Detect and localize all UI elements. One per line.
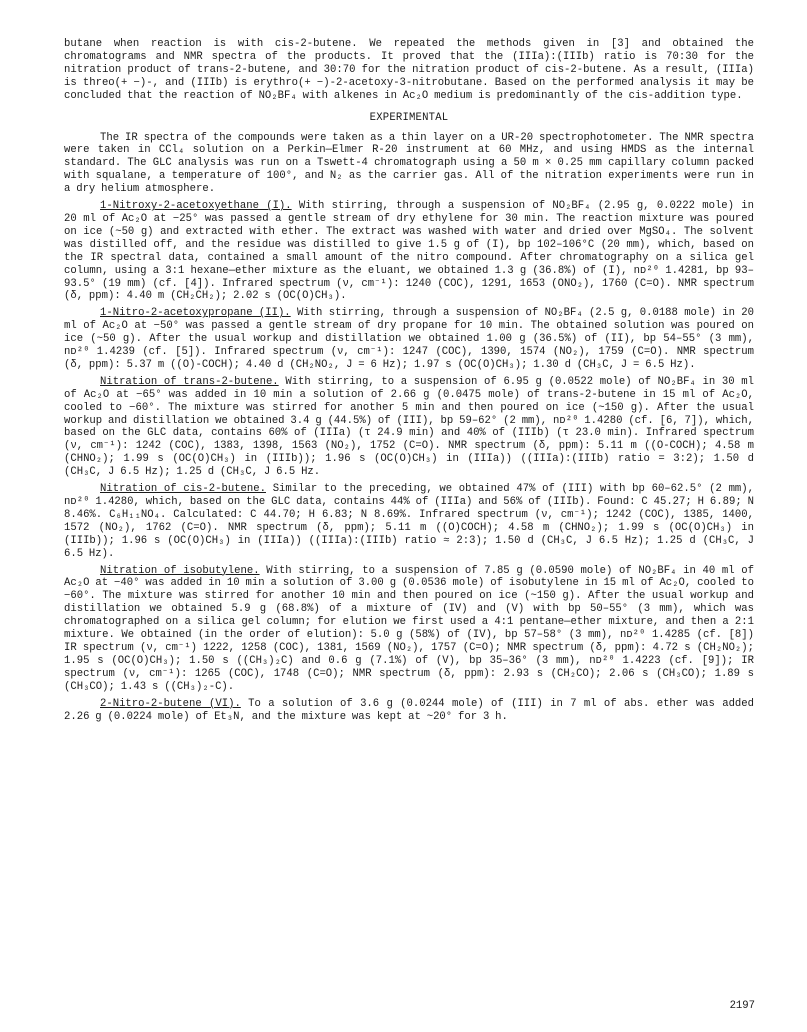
- procedure-cis-2-butene: [64, 483, 754, 560]
- procedure-isobutylene: [64, 565, 754, 694]
- procedure-title: 1-Nitro-2-acetoxypropane (II).: [100, 307, 291, 320]
- section-heading-experimental: EXPERIMENTAL: [369, 111, 449, 124]
- procedure-compound-II: [64, 307, 754, 372]
- procedure-text: With stirring, through a suspension of NO₂BF₄ (2.5 g, 0.0188 mole) in 20 ml of Ac₂O at −50° was passed a gentle stream of dry propane for 10 min. The obtained solution was poured on ice (~50 g). After the usual workup and distillation we obtained 1.00 g (36.5%) of (II), bp 54–55° (3 mm), nᴅ²⁰ 1.4239 (cf. [5]). Infrared spectrum (ν, cm⁻¹): 1247 (COC), 1390, 1574 (NO₂), 1759 (C=O). NMR spectrum (δ, ppm): 5.37 m ((O)-COCH); 4.40 d (CH₂NO₂, J = 6 Hz); 1.97 s (OC(O)CH₃); 1.30 d (CH₃C, J = 6.5 Hz).: [64, 307, 755, 371]
- paper-page: [64, 38, 754, 723]
- procedure-title: Nitration of isobutylene.: [100, 564, 260, 577]
- procedure-text: With stirring, to a suspension of 7.85 g (0.0590 mole) of NO₂BF₄ in 40 ml of Ac₂O at −40° was added in 10 min a solution of 3.00 g (0.0536 mole) of isobutylene in 15 ml of Ac₂O, cooled to −60°. The mixture was stirred for another 10 min and then poured on ice (~150 g). After the usual workup and distillation we obtained 5.9 g (68.8%) of a mixture of (IV) and (V) with bp 50–55° (3 mm), which was chromatographed on a silica gel column; for elution we first used a 4:1 pentane—ether mixture, and then a 2:1 mixture. We obtained (in the order of elution): 5.0 g (58%) of (IV), bp 57–58° (3 mm), nᴅ²⁰ 1.4285 (cf. [8]) IR spectrum (ν, cm⁻¹) 1222, 1258 (COC), 1381, 1569 (NO₂), 1757 (C=O); NMR spectrum (δ, ppm): 4.72 s (CH₂NO₂); 1.95 s (OC(O)CH₃); 1.50 s ((CH₃)₂C) and 0.6 g (7.1%) of (V), bp 35–36° (3 mm), nᴅ²⁰ 1.4223 (cf. [9]); IR spectrum (ν, cm⁻¹): 1265 (COC), 1748 (C=O); NMR spectrum (δ, ppm): 2.93 s (CH₂CO); 2.06 s (CH₃CO); 1.89 s (CH₃CO); 1.43 s ((CH₃)₂-C).: [64, 564, 755, 693]
- procedure-compound-I: [64, 200, 754, 303]
- procedure-text: With stirring, to a suspension of 6.95 g (0.0522 mole) of NO₂BF₄ in 30 ml of Ac₂O at −65° was added in 10 min a solution of 2.66 g (0.0475 mole) of trans-2-butene in 15 ml of Ac₂O, cooled to −60°. The mixture was stirred for another 5 min and then poured on ice (~150 g). After the usual workup and distillation we obtained 3.4 g (44.5%) of (III), bp 59–62° (2 mm), nᴅ²⁰ 1.4280 (cf. [6, 7]), which, based on the GLC data, contains 60% of (IIIa) (τ 24.9 min) and 40% of (IIIb) (τ 23.0 min). Infrared spectrum (ν, cm⁻¹): 1242 (COC), 1383, 1398, 1563 (NO₂), 1752 (C=O). NMR spectrum (δ, ppm): 5.11 m ((O-COCH); 4.58 m (CHNO₂); 1.99 s (OC(O)CH₃) in (IIIb)); 1.96 s (OC(O)CH₃) in (IIIa)) ((IIIa):(IIIb) ratio = 3:2); 1.50 d (CH₃C, J 6.5 Hz); 1.25 d (CH₃C, J 6.5 Hz.: [64, 375, 754, 479]
- intro-paragraph: butane when reaction is with cis-2-butene. We repeated the methods given in [3] and obtained the chromatograms and NMR spectra of the products. It proved that the (IIIa):(IIIb) ratio is 70:30 for the nitration product of trans-2-butene, and 30:70 for the nitration product of cis-2-butene. As a result, (IIIa) is threo(+ −)-, and (IIIb) is erythro(+ −)-2-acetoxy-3-nitrobutane. Based on the performed analysis it may be concluded that the reaction of NO₂BF₄ with alkenes in Ac₂O medium is predominantly of the cis-addition type.: [64, 38, 754, 102]
- page-number: 2197: [729, 1000, 755, 1012]
- procedure-text: Similar to the preceding, we obtained 47% of (III) with bp 60–62.5° (2 mm), nᴅ²⁰ 1.4280, which, based on the GLC data, contains 44% of (IIIa) and 56% of (IIIb). Found: C 45.27; H 6.89; N 8.46%. C₆H₁₁NO₄. Calculated: C 44.70; H 6.83; N 8.69%. Infrared spectrum (ν, cm⁻¹); 1242 (COC), 1385, 1400, 1572 (NO₂), 1762 (C=O). NMR spectrum (δ, ppm); 5.11 m ((O)COCH); 4.58 m (CHNO₂); 1.99 s (OC(O)CH₃) in (IIIb)); 1.96 s (OC(O)CH₃) in (IIIa)) ((IIIa):(IIIb) ratio ≈ 2:3); 1.50 d (CH₃C, J 6.5 Hz); 1.25 d (CH₃C, J 6.5 Hz).: [64, 483, 755, 560]
- procedure-title: Nitration of cis-2-butene.: [100, 483, 266, 496]
- procedure-text: With stirring, through a suspension of NO₂BF₄ (2.95 g, 0.0222 mole) in 20 ml of Ac₂O at −25° was passed a gentle stream of dry ethylene for 30 min. The reaction mixture was poured on ice (~50 g) and extracted with ether. The extract was washed with water and dried over MgSO₄. The solvent was distilled off, and the residue was distilled to give 1.5 g of (I), bp 102–106°C (20 mm), which, based on the IR spectral data, contained a small amount of the nitro compound. After chromatography on a silica gel column, using a 3:1 hexane—ether mixture as the eluant, we obtained 1.3 g (36.8%) of (I), nᴅ²⁰ 1.4281, bp 93–93.5° (19 mm) (cf. [4]). Infrared spectrum (ν, cm⁻¹): 1240 (COC), 1291, 1653 (ONO₂), 1760 (C=O). NMR spectrum (δ, ppm): 4.40 m (CH₂CH₂); 2.02 s (OC(O)CH₃).: [64, 200, 755, 303]
- methods-paragraph: The IR spectra of the compounds were taken as a thin layer on a UR-20 spectrophotometer. The NMR spectra were taken in CCl₄ solution on a Perkin—Elmer R-20 instrument at 60 MHz, and using HMDS as the internal standard. The GLC analysis was run on a Tswett-4 chromatograph using a 50 m × 0.25 mm capillary column packed with squalane, a temperature of 100°, and N₂ as the carrier gas. All of the nitration experiments were run in a dry helium atmosphere.: [64, 131, 754, 196]
- procedure-compound-VI: [64, 698, 754, 724]
- procedure-title: 2-Nitro-2-butene (VI).: [100, 697, 241, 710]
- procedure-title: Nitration of trans-2-butene.: [100, 375, 279, 388]
- procedure-text: To a solution of 3.6 g (0.0244 mole) of (III) in 7 ml of abs. ether was added 2.26 g (0.0224 mole) of Et₃N, and the mixture was kept at ~20° for 3 h.: [64, 697, 754, 723]
- procedure-trans-2-butene: [64, 376, 754, 479]
- procedure-title: 1-Nitroxy-2-acetoxyethane (I).: [100, 200, 292, 213]
